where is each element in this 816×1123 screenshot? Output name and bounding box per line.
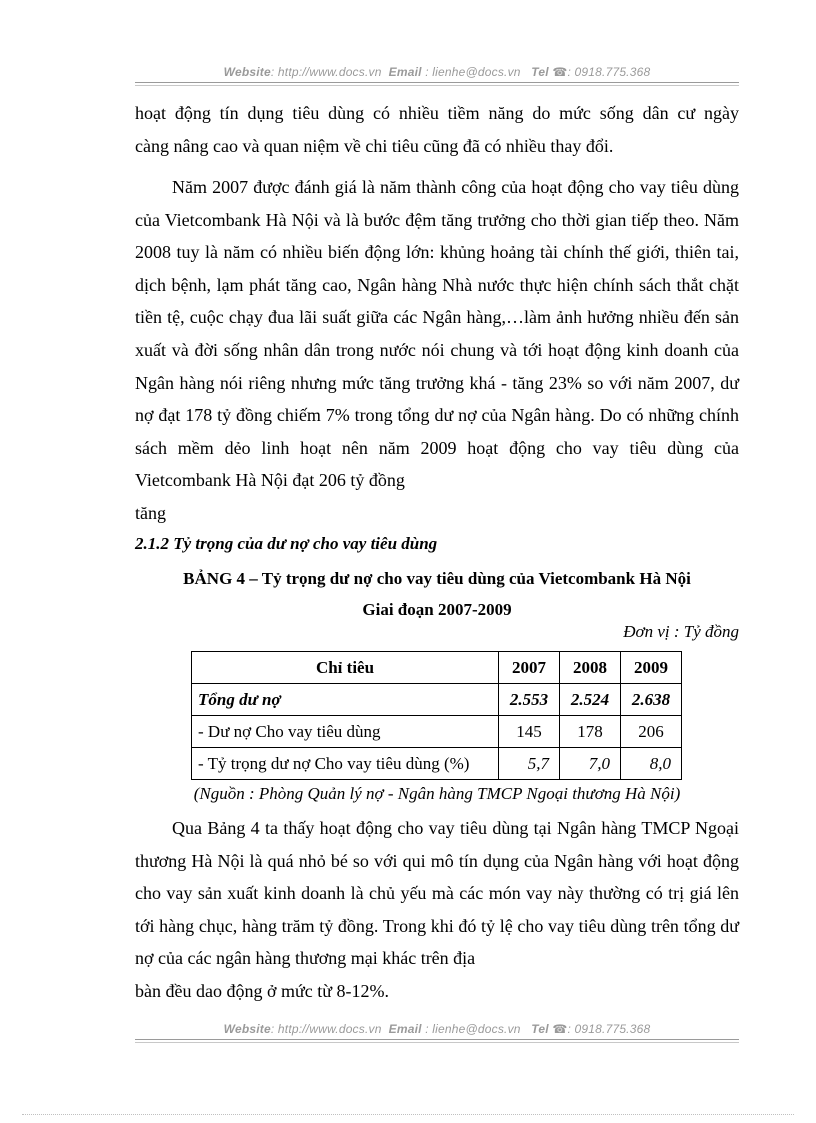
table-row (192, 716, 682, 748)
header-rule (135, 82, 739, 86)
unit-label: Đơn vị : Tỷ đồng (623, 622, 739, 641)
paragraph-3-text: Qua Bảng 4 ta thấy hoạt động cho vay tiêu dùng tại Ngân hàng TMCP Ngoại thương Hà Nội là quá nhỏ bé so với qui mô tín dụng của Ngân hàng với hoạt động cho vay sản xuất kinh doanh là chủ yếu mà các món vay này thường có trị giá lên tới hàng chục, hàng trăm tỷ đồng. Trong khi đó tỷ lệ cho vay tiêu dùng trên tổng dư nợ của các ngân hàng thương mại khác trên địa (135, 818, 739, 969)
row-label: Tổng dư nợ (192, 684, 499, 716)
page-footer (135, 1022, 739, 1036)
cell-value: 2.638 (621, 684, 682, 716)
page-header (135, 65, 739, 79)
tel-value: : 0918.775.368 (567, 1022, 651, 1036)
cell-value: 2.553 (499, 684, 560, 716)
email-label: Email (388, 1022, 422, 1036)
table-title (135, 563, 739, 625)
intro-line-2: càng nâng cao và quan niệm về chi tiêu cũng đã có nhiều thay đổi. (135, 135, 614, 156)
header-cell-2009: 2009 (621, 652, 682, 684)
header-cell-2007: 2007 (499, 652, 560, 684)
table-header-row (192, 652, 682, 684)
website-value: : http://www.docs.vn (270, 65, 382, 79)
table-row (192, 684, 682, 716)
row-label: - Tỷ trọng dư nợ Cho vay tiêu dùng (%) (192, 748, 499, 780)
data-table (191, 651, 682, 780)
email-value: : lienhe@docs.vn (425, 1022, 521, 1036)
table-title-line-1: BẢNG 4 – Tỷ trọng dư nợ cho vay tiêu dùng của Vietcombank Hà Nội (183, 569, 691, 588)
section-heading: 2.1.2 Tỷ trọng của dư nợ cho vay tiêu dùng (135, 534, 438, 553)
cell-value: 2.524 (560, 684, 621, 716)
paragraph-2 (135, 171, 739, 530)
source-note: (Nguồn : Phòng Quản lý nợ - Ngân hàng TMCP Ngoại thương Hà Nội) (193, 784, 681, 803)
cell-value: 5,7 (499, 748, 560, 780)
phone-icon: ☎ (552, 65, 568, 79)
header-cell-indicator: Chỉ tiêu (192, 652, 499, 684)
paragraph-3-last: bàn đều dao động ở mức từ 8-12%. (135, 980, 389, 1001)
paragraph-3 (135, 812, 739, 1008)
phone-icon: ☎ (552, 1022, 568, 1036)
website-value: : http://www.docs.vn (270, 1022, 382, 1036)
tel-label: Tel (531, 65, 549, 79)
website-label: Website (223, 65, 271, 79)
table-row (192, 748, 682, 780)
cell-value: 145 (499, 716, 560, 748)
cell-value: 8,0 (621, 748, 682, 780)
website-label: Website (223, 1022, 271, 1036)
paragraph-2-text: Năm 2007 được đánh giá là năm thành công của hoạt động cho vay tiêu dùng của Vietcombank Hà Nội và là bước đệm tăng trưởng cho thời gian tiếp theo. Năm 2008 tuy là năm có nhiều biến động lớn: khủng hoảng tài chính thế giới, thiên tai, dịch bệnh, lạm phát tăng cao, Ngân hàng Nhà nước thực hiện chính sách thắt chặt tiền tệ, cuộc chạy đua lãi suất giữa các Ngân hàng,…làm ảnh hưởng nhiều đến sản xuất và đời sống nhân dân trong nước nói chung và tới hoạt động kinh doanh của Ngân hàng nói riêng nhưng mức tăng trưởng khá - tăng 23% so với năm 2007, dư nợ đạt 178 tỷ đồng chiếm 7% trong tổng dư nợ của Ngân hàng. Do có những chính sách mềm dẻo linh hoạt nên năm 2009 hoạt động cho vay tiêu dùng của Vietcombank Hà Nội đạt 206 tỷ đồng (135, 177, 739, 491)
tel-value: : 0918.775.368 (567, 65, 651, 79)
cell-value: 7,0 (560, 748, 621, 780)
page-edge (22, 1114, 794, 1115)
intro-paragraph (135, 97, 739, 162)
paragraph-2-last: tăng (135, 502, 166, 523)
table-title-line-2: Giai đoạn 2007-2009 (362, 600, 512, 619)
email-label: Email (388, 65, 422, 79)
row-label: - Dư nợ Cho vay tiêu dùng (192, 716, 499, 748)
intro-line-1: hoạt động tín dụng tiêu dùng có nhiều tiềm năng do mức sống dân cư ngày (135, 103, 739, 123)
footer-rule (135, 1039, 739, 1043)
tel-label: Tel (531, 1022, 549, 1036)
cell-value: 178 (560, 716, 621, 748)
cell-value: 206 (621, 716, 682, 748)
header-cell-2008: 2008 (560, 652, 621, 684)
email-value: : lienhe@docs.vn (425, 65, 521, 79)
